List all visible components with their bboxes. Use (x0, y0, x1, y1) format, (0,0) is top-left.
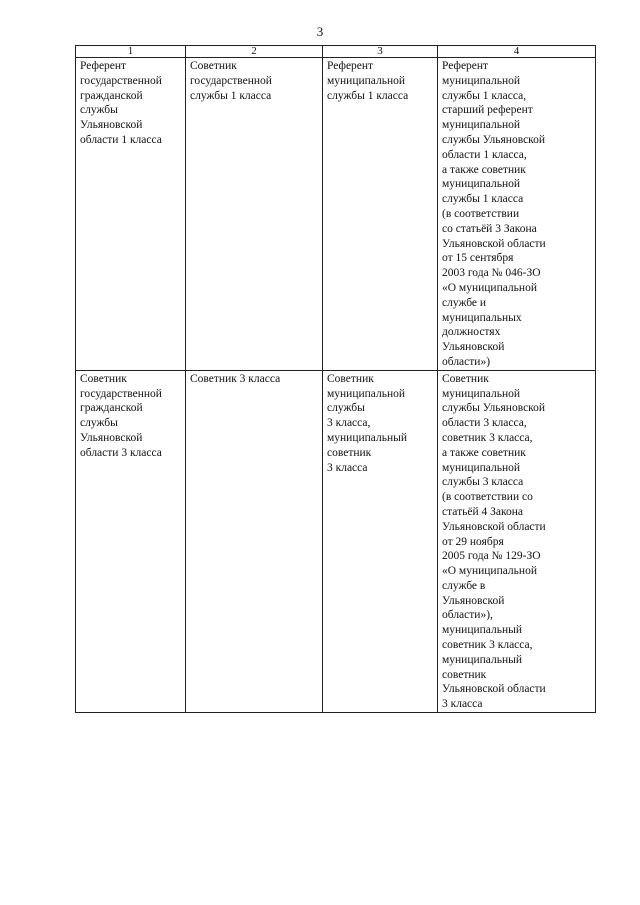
cell-text: Референт государственной гражданской службы Ульяновской области 1 класса (80, 60, 162, 146)
column-header-3: 3 (323, 46, 438, 58)
table-cell (438, 58, 596, 371)
classification-table (75, 45, 596, 713)
cell-text: Советник 3 класса (190, 372, 281, 385)
table-cell (323, 58, 438, 371)
column-header-2: 2 (186, 46, 323, 58)
cell-text: Советник государственной службы 1 класса (190, 60, 272, 102)
column-header-1: 1 (76, 46, 186, 58)
table-cell (186, 58, 323, 371)
cell-text: Референт муниципальной службы 1 класса (327, 60, 409, 102)
table-header-row (76, 46, 596, 58)
table-row (76, 58, 596, 371)
cell-text: Советник муниципальной службы 3 класса, муниципальный советник 3 класса (327, 372, 408, 474)
page-number: 3 (316, 24, 324, 39)
table-cell (438, 370, 596, 712)
cell-text: Советник муниципальной службы Ульяновской области 3 класса, советник 3 класса, а также советник муниципальной службы 3 класса (в соответствии со статьёй 4 Закона Ульяновской области от 29 ноября 2005 года № 129-ЗО «О муниципальной службе в Ульяновской области»), муниципальный советник 3 класса, муниципальный советник Ульяновской области 3 класса (442, 372, 546, 711)
table-row (76, 370, 596, 712)
table-cell (186, 370, 323, 712)
table-cell (76, 58, 186, 371)
table-cell (323, 370, 438, 712)
column-header-4: 4 (438, 46, 596, 58)
cell-text: Референт муниципальной службы 1 класса, старший референт муниципальной службы Ульяновской области 1 класса, а также советник муниципальной службы 1 класса (в соответствии со статьёй 3 Закона Ульяновской области от 15 сентября 2003 года № 046-ЗО «О муниципальной службе и муниципальных должностях Ульяновской области») (442, 60, 546, 368)
table-cell (76, 370, 186, 712)
cell-text: Советник государственной гражданской службы Ульяновской области 3 класса (80, 372, 162, 459)
